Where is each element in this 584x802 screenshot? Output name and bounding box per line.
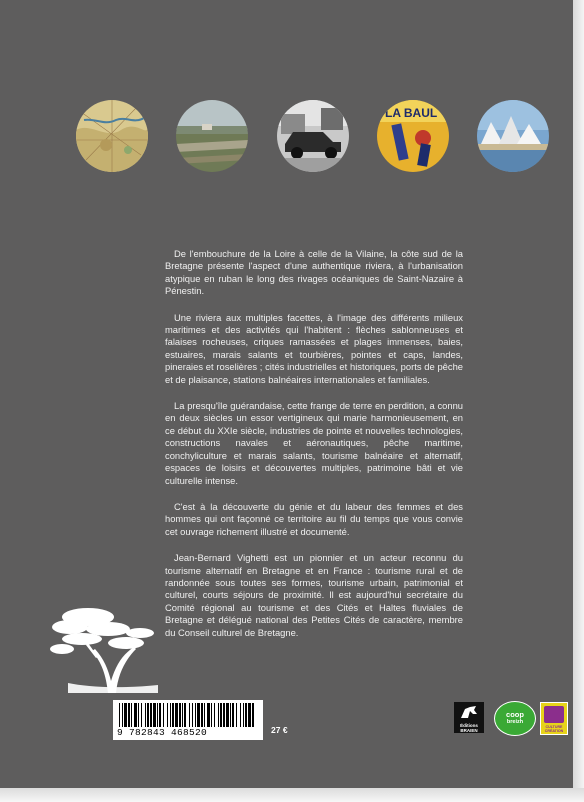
barcode-bar	[214, 703, 215, 727]
coop-breizh-logo	[494, 701, 536, 736]
barcode-bar	[184, 703, 186, 727]
barcode-bar	[223, 703, 225, 727]
barcode-bar	[220, 703, 222, 727]
barcode-bar	[150, 703, 152, 727]
page-edge-bottom	[0, 788, 584, 802]
photo-circle-vintage-car	[277, 100, 349, 172]
barcode-bar	[170, 703, 171, 727]
photo-circle-la-baule-poster	[377, 100, 449, 172]
barcode-bar	[240, 703, 241, 727]
barcode-bar	[245, 703, 247, 727]
barcode-bar	[175, 703, 178, 727]
barcode-bar	[134, 703, 137, 727]
barcode-bar	[122, 703, 123, 727]
barcode-bar	[131, 703, 132, 727]
creation-line1: CULTURE	[545, 725, 563, 729]
creation-logo-text	[541, 725, 567, 733]
barcode-bar	[157, 703, 158, 727]
culture-creation-logo	[540, 702, 568, 735]
paragraph-riviera: Une riviera aux multiples facettes, à l'image des différents milieux maritimes et des activités qui l'habitent : flèches sablonneuses et falaises rocheuses, criques ramassées et plages immenses, baies, estuaires, marais salants et tourbières, pointes et caps, landes, pineraies et roselières ; cités industrielles et historiques, ports de pêche et de plaisance, stations balnéaires internationales et familiales.	[165, 311, 463, 385]
pine-tree-illustration	[48, 603, 166, 695]
creation-logo-emblem	[544, 706, 564, 723]
barcode-bar	[159, 703, 161, 727]
barcode-bar	[252, 703, 254, 727]
barcode-bar	[138, 703, 139, 727]
barcode-bar	[197, 703, 200, 727]
isbn-number: 9 782843 468520	[117, 727, 208, 738]
barcode-bar	[201, 703, 203, 727]
barcode-bar	[128, 703, 130, 727]
publisher-line1: Éditions	[460, 723, 478, 728]
page-edge-right	[573, 0, 584, 802]
paragraph-author: Jean-Bernard Vighetti est un pionnier et un acteur reconnu du tourisme alternatif en Bretagne et en France : tourisme rural et de randonnée sous toutes ses formes, tourisme urbain, patrimonial et culturel, courts séjours de proximité. Il est aujourd'hui secrétaire du Comité régional au tourisme et des Cités et Haltes fluviales de Bretagne et délégué national des Petites Cités de caractère, membre du Conseil culturel de Bretagne.	[165, 552, 463, 638]
barcode-bar	[145, 703, 146, 727]
publisher-line2: BRAIEN	[460, 728, 478, 733]
publisher-horse-icon	[454, 702, 484, 722]
barcode-bar	[182, 703, 183, 727]
poster-text: LA BAUL	[385, 106, 438, 120]
barcode-bar	[147, 703, 149, 727]
barcode-bar	[192, 703, 193, 727]
barcode-bar	[179, 703, 181, 727]
photo-circle-marsh	[176, 100, 248, 172]
photo-circle-old-map	[76, 100, 148, 172]
barcode-bar	[153, 703, 156, 727]
barcode-bar	[211, 703, 212, 727]
paragraph-presquile: La presqu'île guérandaise, cette frange de terre en perdition, a connu en deux siècles un essor vertigineux qui marie harmonieusement, en ce début du XXIe siècle, industries de pointe et nouvelles technologies, constructions navales et aéronautiques, pêche maritime, conchyliculture et marais salants, tourisme balnéaire et alternatif, espaces de loisirs et découvertes multiples, patrimoine bâti et vie culturelle intense.	[165, 400, 463, 486]
barcode-bar	[172, 703, 174, 727]
barcode-bar	[218, 703, 219, 727]
barcode-bar	[167, 703, 168, 727]
paragraph-discovery: C'est à la découverte du génie et du labeur des femmes et des hommes qui ont façonné ce territoire au fil du temps que vous convie cet ouvrage richement illustré et documenté.	[165, 500, 463, 537]
barcode	[113, 700, 263, 740]
barcode-bars	[117, 703, 259, 727]
barcode-bar	[124, 703, 127, 727]
coop-logo-line1: coop	[506, 710, 524, 719]
barcode-bar	[141, 703, 142, 727]
barcode-bar	[226, 703, 229, 727]
barcode-bar	[248, 703, 251, 727]
barcode-bar	[243, 703, 244, 727]
barcode-bar	[204, 703, 205, 727]
barcode-bar	[236, 703, 237, 727]
barcode-bar	[189, 703, 190, 727]
description-text	[165, 248, 463, 653]
coop-logo-line2: breizh	[506, 719, 524, 725]
barcode-bar	[119, 703, 120, 727]
barcode-bar	[230, 703, 231, 727]
paragraph-intro: De l'embouchure de la Loire à celle de la Vilaine, la côte sud de la Bretagne présente l'aspect d'une authentique riviera, à l'urbanisation atypique en ruban le long des rivages océaniques de Saint-Nazaire à Pénestin.	[165, 248, 463, 297]
barcode-bar	[163, 703, 164, 727]
publisher-logo	[454, 702, 484, 733]
barcode-bar	[232, 703, 234, 727]
photo-circle-waterfront-buildings	[477, 100, 549, 172]
barcode-bar	[207, 703, 210, 727]
creation-line2: CRÉATION	[544, 729, 564, 733]
publisher-logo-text	[454, 723, 484, 733]
barcode-bar	[195, 703, 196, 727]
price: 27 €	[271, 725, 288, 735]
